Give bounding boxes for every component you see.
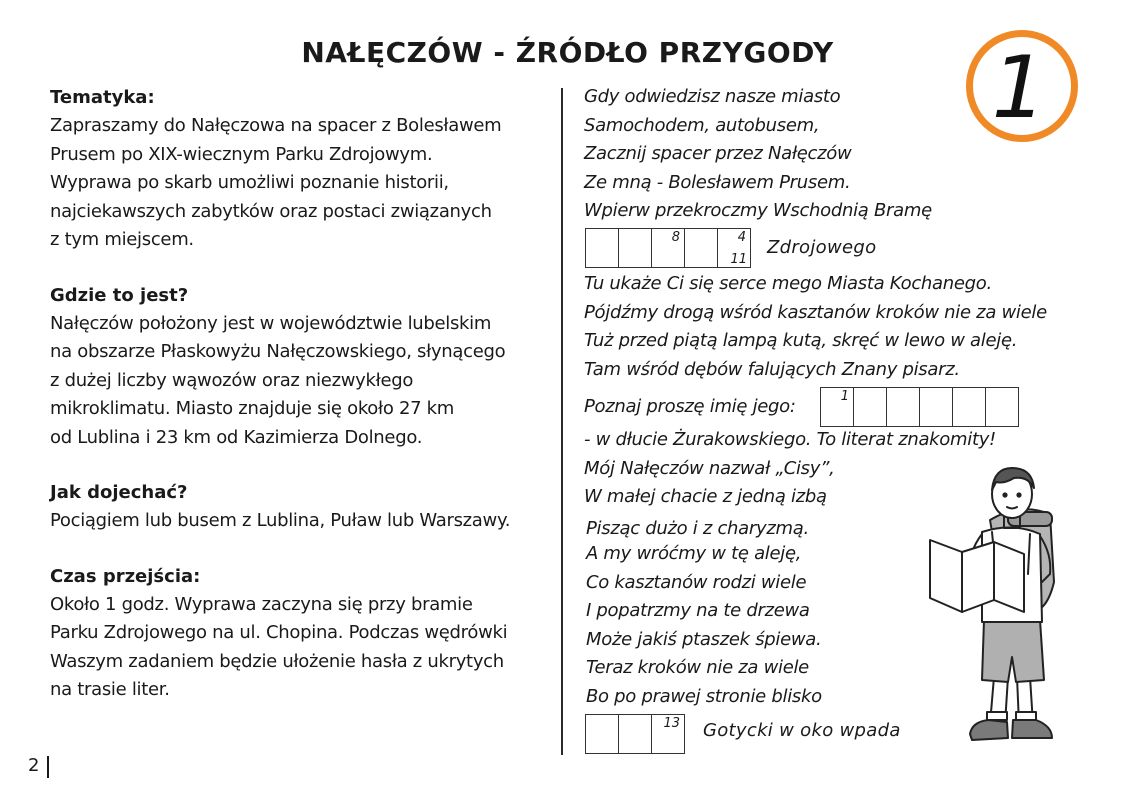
poem-line: Bo po prawej stronie blisko	[586, 685, 822, 707]
poem-line: Pójdźmy drogą wśród kasztanów kroków nie za wiele	[584, 301, 1047, 323]
poem-line: Co kasztanów rodzi wiele	[586, 571, 807, 593]
page-title: NAŁĘCZÓW - ŹRÓDŁO PRZYGODY	[301, 36, 834, 69]
section-body: Zapraszamy do Nałęczowa na spacer z Bolesławem Prusem po XIX-wiecznym Parku Zdrojowym. Wyprawa po skarb umożliwi poznanie historii, najciekawszych zabytków oraz postaci związanych z tym miejscem.	[50, 115, 502, 250]
box-number: 4	[737, 230, 746, 245]
poem-line: Gdy odwiedzisz nasze miasto	[584, 86, 841, 107]
poem-line: - w dłucie Żurakowskiego. To literat znakomity!	[584, 429, 996, 450]
letter-box[interactable]	[952, 387, 986, 427]
letter-box[interactable]	[618, 714, 652, 754]
poem-line: Pisząc dużo i z charyzmą.	[586, 518, 809, 539]
section-heading: Jak dojechać?	[50, 482, 188, 503]
section-transport	[50, 479, 550, 536]
letter-box[interactable]	[853, 387, 887, 427]
puzzle-suffix: Gotycki w oko wpada	[703, 720, 901, 741]
section-body: Pociągiem lub busem z Lublina, Puław lub Warszawy.	[50, 510, 511, 531]
poem-line: I popatrzmy na te drzewa	[586, 600, 810, 621]
box-number: 8	[671, 230, 680, 245]
letter-box[interactable]	[886, 387, 920, 427]
section-heading: Gdzie to jest?	[50, 284, 189, 306]
page-number: 2	[28, 755, 40, 776]
poem-line: Teraz kroków nie za wiele	[586, 657, 809, 678]
puzzle-prefix: Poznaj proszę imię jego:	[584, 396, 796, 417]
poem-line: A my wróćmy w tę aleję,	[586, 543, 802, 564]
letter-box[interactable]	[618, 228, 652, 268]
letter-box[interactable]	[651, 228, 685, 268]
letter-box[interactable]	[585, 714, 619, 754]
info-column	[50, 84, 550, 732]
section-body: Nałęczów położony jest w województwie lubelskim na obszarze Płaskowyżu Nałęczowskiego, słynącego z dużej liczby wąwozów oraz niezwykłego mikroklimatu. Miasto znajduje się około 27 km od Lublina i 23 km od Kazimierza Dolnego.	[50, 312, 506, 448]
poem-line: Może jakiś ptaszek śpiewa.	[586, 628, 822, 650]
letter-boxes-3	[586, 714, 685, 754]
section-topic	[50, 84, 550, 255]
badge-number: 1	[991, 38, 1047, 138]
letter-boxes-2	[821, 387, 1019, 427]
box-number: 11	[730, 252, 747, 267]
column-divider	[561, 88, 563, 755]
puzzle-suffix: Zdrojowego	[767, 237, 877, 258]
poem-line: Zacznij spacer przez Nałęczów	[584, 143, 852, 164]
letter-box[interactable]	[717, 228, 751, 268]
poem-line: Tam wśród dębów falujących Znany pisarz.	[584, 358, 960, 380]
poem-line: W małej chacie z jedną izbą	[584, 486, 827, 507]
page-number-separator	[47, 756, 49, 778]
poem-line: Mój Nałęczów nazwał „Cisy”,	[584, 457, 835, 479]
letter-box[interactable]	[651, 714, 685, 754]
poem-line: Tuż przed piątą lampą kutą, skręć w lewo w aleję.	[584, 330, 1018, 351]
letter-box[interactable]	[585, 228, 619, 268]
box-number: 1	[840, 389, 849, 404]
letter-box[interactable]	[919, 387, 953, 427]
section-duration	[50, 563, 550, 705]
letter-box[interactable]	[820, 387, 854, 427]
letter-boxes-1	[586, 228, 751, 268]
hiker-illustration	[912, 462, 1082, 754]
letter-box[interactable]	[985, 387, 1019, 427]
poem-block-2	[584, 270, 1104, 384]
poem-line: Tu ukaże Ci się serce mego Miasta Kochanego.	[584, 273, 992, 294]
section-body: Około 1 godz. Wyprawa zaczyna się przy bramie Parku Zdrojowego na ul. Chopina. Podczas wędrówki Waszym zadaniem będzie ułożenie hasła z ukrytych na trasie liter.	[50, 593, 508, 700]
section-heading: Czas przejścia:	[50, 565, 201, 587]
box-number: 13	[663, 716, 680, 731]
poem-block-1	[584, 83, 1104, 226]
poem-line: Samochodem, autobusem,	[584, 114, 820, 136]
letter-box[interactable]	[684, 228, 718, 268]
poem-line: Ze mną - Bolesławem Prusem.	[584, 171, 851, 193]
section-heading: Tematyka:	[50, 87, 155, 108]
section-location	[50, 282, 550, 453]
poem-line: Wpierw przekroczmy Wschodnią Bramę	[584, 200, 932, 221]
